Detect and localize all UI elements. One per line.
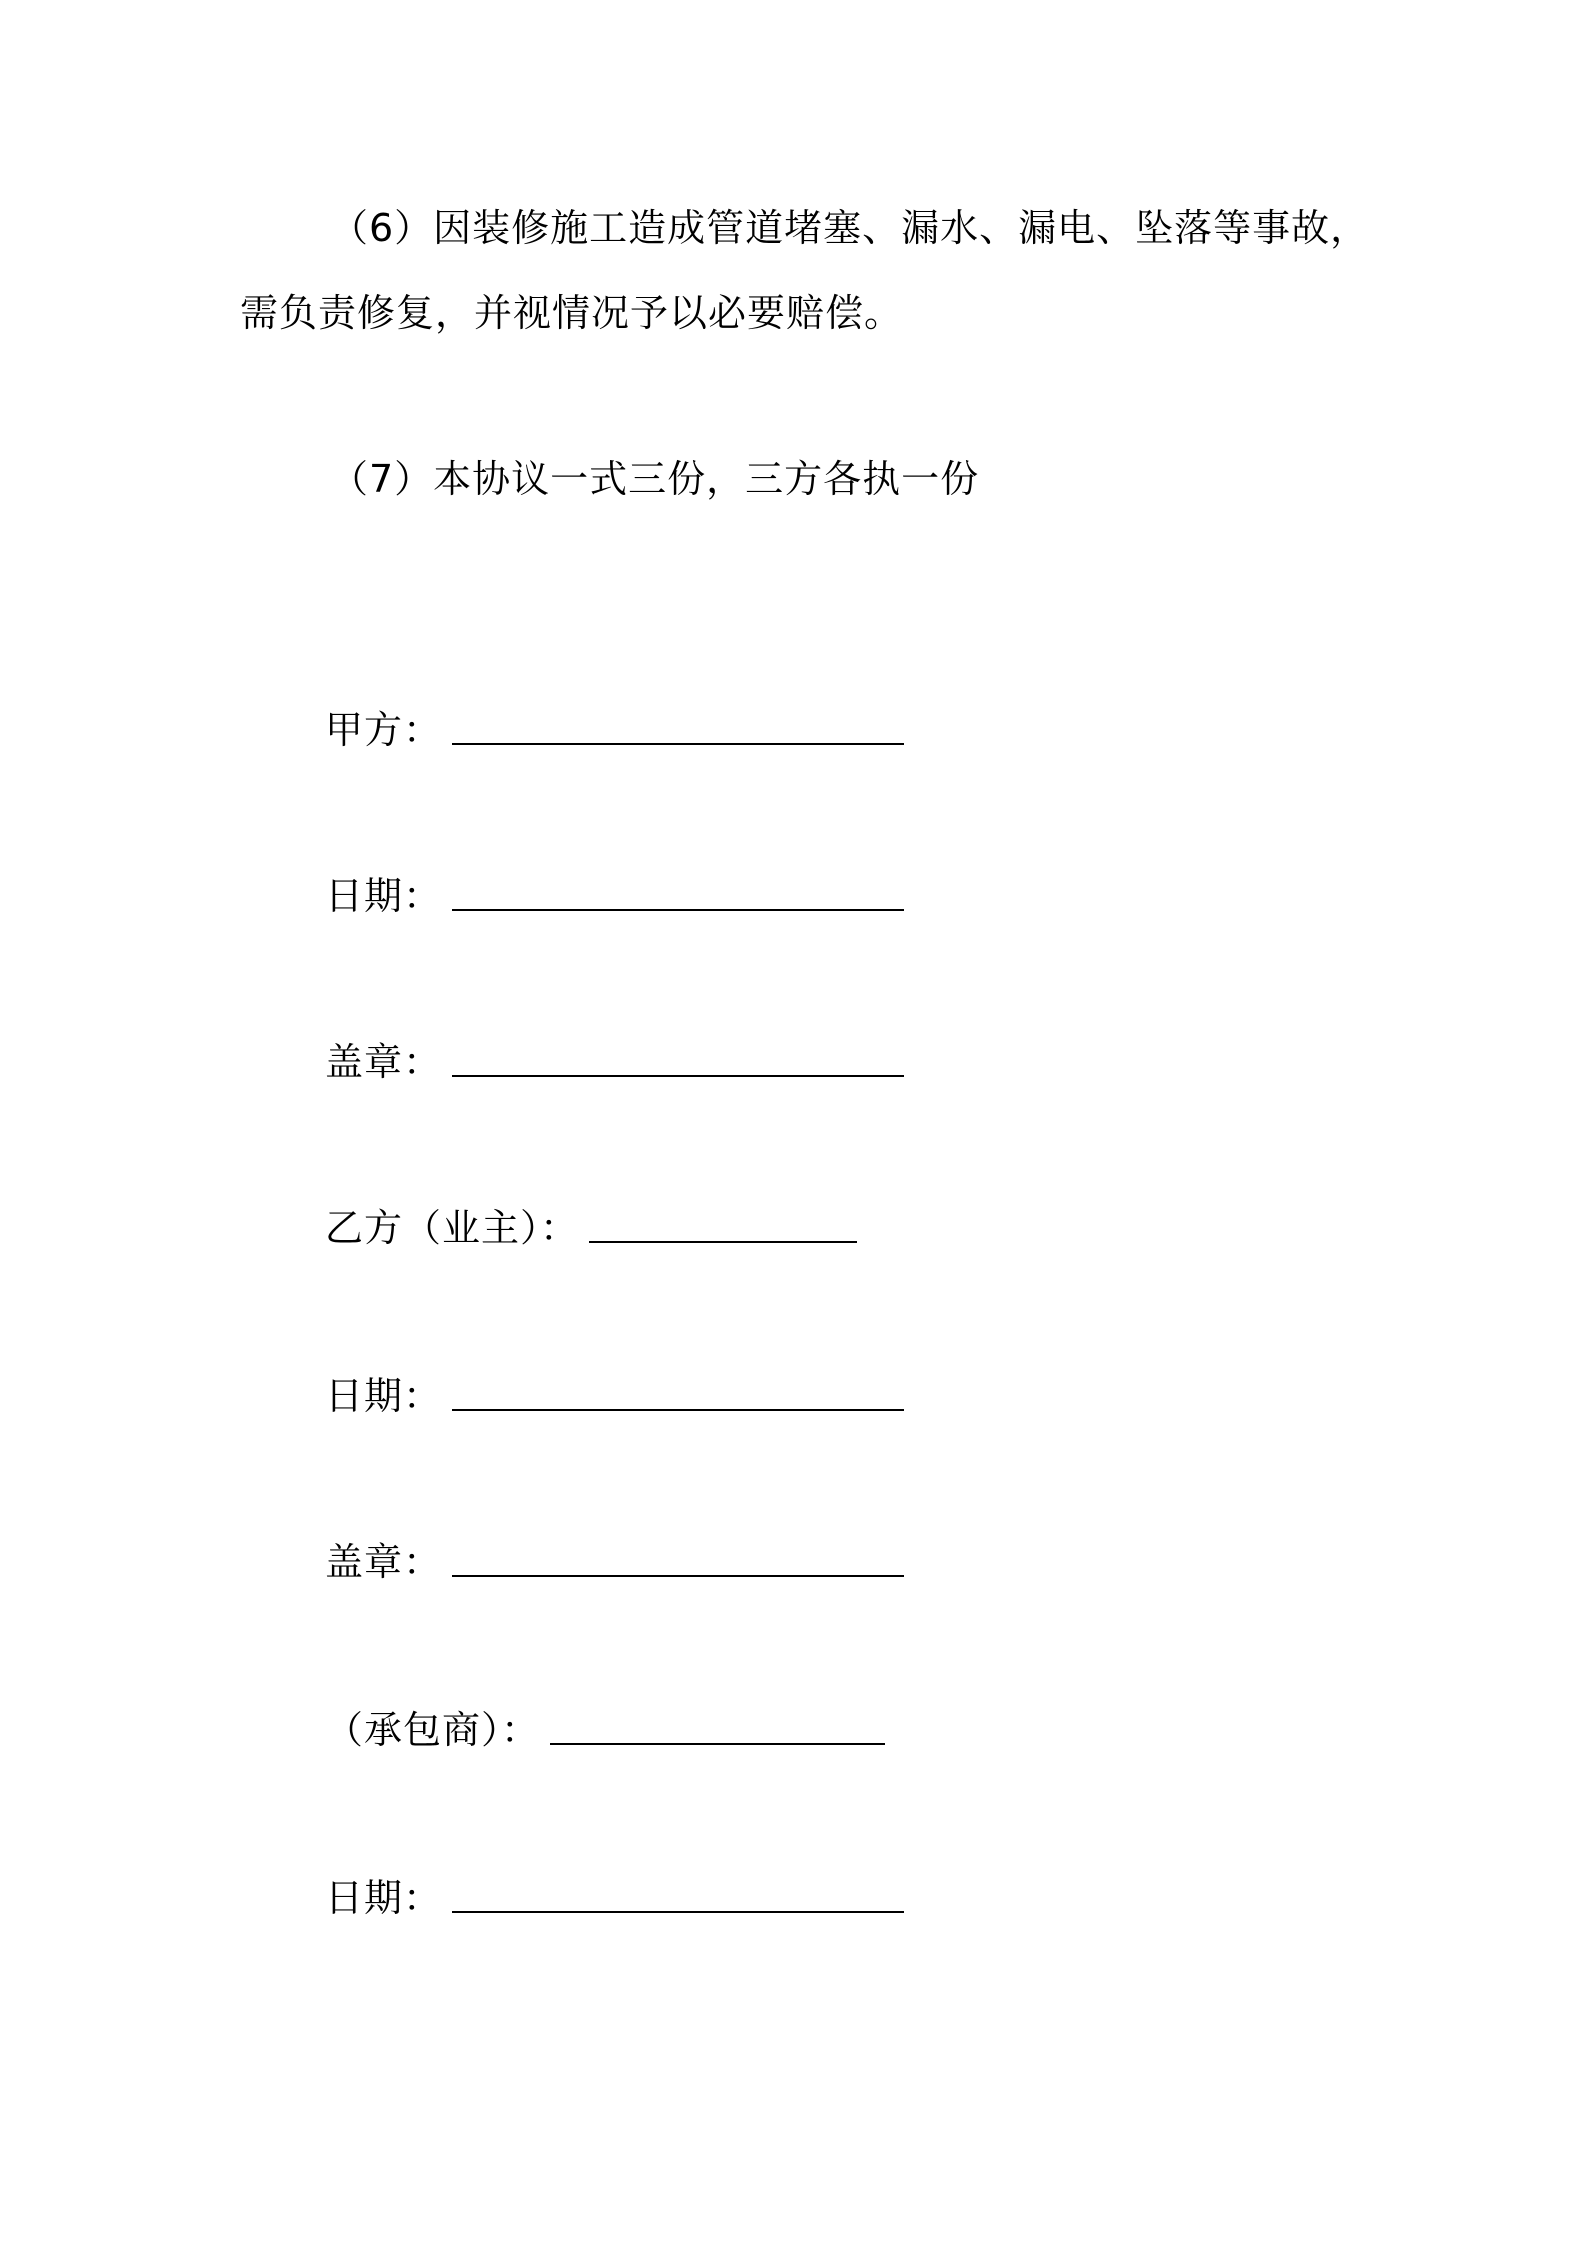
signature-blank-line[interactable] [452, 909, 904, 911]
signature-party-a [325, 706, 904, 754]
signature-party-b-date [325, 1372, 904, 1420]
signature-party-b [325, 1204, 857, 1252]
signature-label: 甲方： [325, 708, 443, 752]
signature-blank-line[interactable] [452, 1409, 904, 1411]
signature-party-a-seal [325, 1038, 904, 1086]
signature-label: 盖章： [325, 1040, 443, 1084]
signature-label: 日期： [325, 1876, 443, 1920]
signature-blank-line[interactable] [452, 1075, 904, 1077]
signature-blank-line[interactable] [589, 1241, 857, 1243]
signature-blank-line[interactable] [452, 1911, 904, 1913]
signature-party-a-date [325, 872, 904, 920]
signature-label: 乙方（业主）： [325, 1206, 580, 1250]
signature-label: 日期： [325, 1374, 443, 1418]
signature-label: 日期： [325, 874, 443, 918]
signature-contractor [325, 1706, 885, 1754]
signature-label: （承包商）： [325, 1708, 541, 1752]
signature-blank-line[interactable] [452, 743, 904, 745]
clause-6-line-2: 需负责修复，并视情况予以必要赔偿。 [240, 291, 904, 335]
clause-7: （7）本协议一式三份，三方各执一份 [330, 457, 980, 501]
signature-blank-line[interactable] [452, 1575, 904, 1577]
clause-6-line-1: （6）因装修施工造成管道堵塞、漏水、漏电、坠落等事故， [330, 206, 1370, 250]
signature-label: 盖章： [325, 1540, 443, 1584]
signature-blank-line[interactable] [550, 1743, 885, 1745]
signature-contractor-date [325, 1874, 904, 1922]
signature-party-b-seal [325, 1538, 904, 1586]
